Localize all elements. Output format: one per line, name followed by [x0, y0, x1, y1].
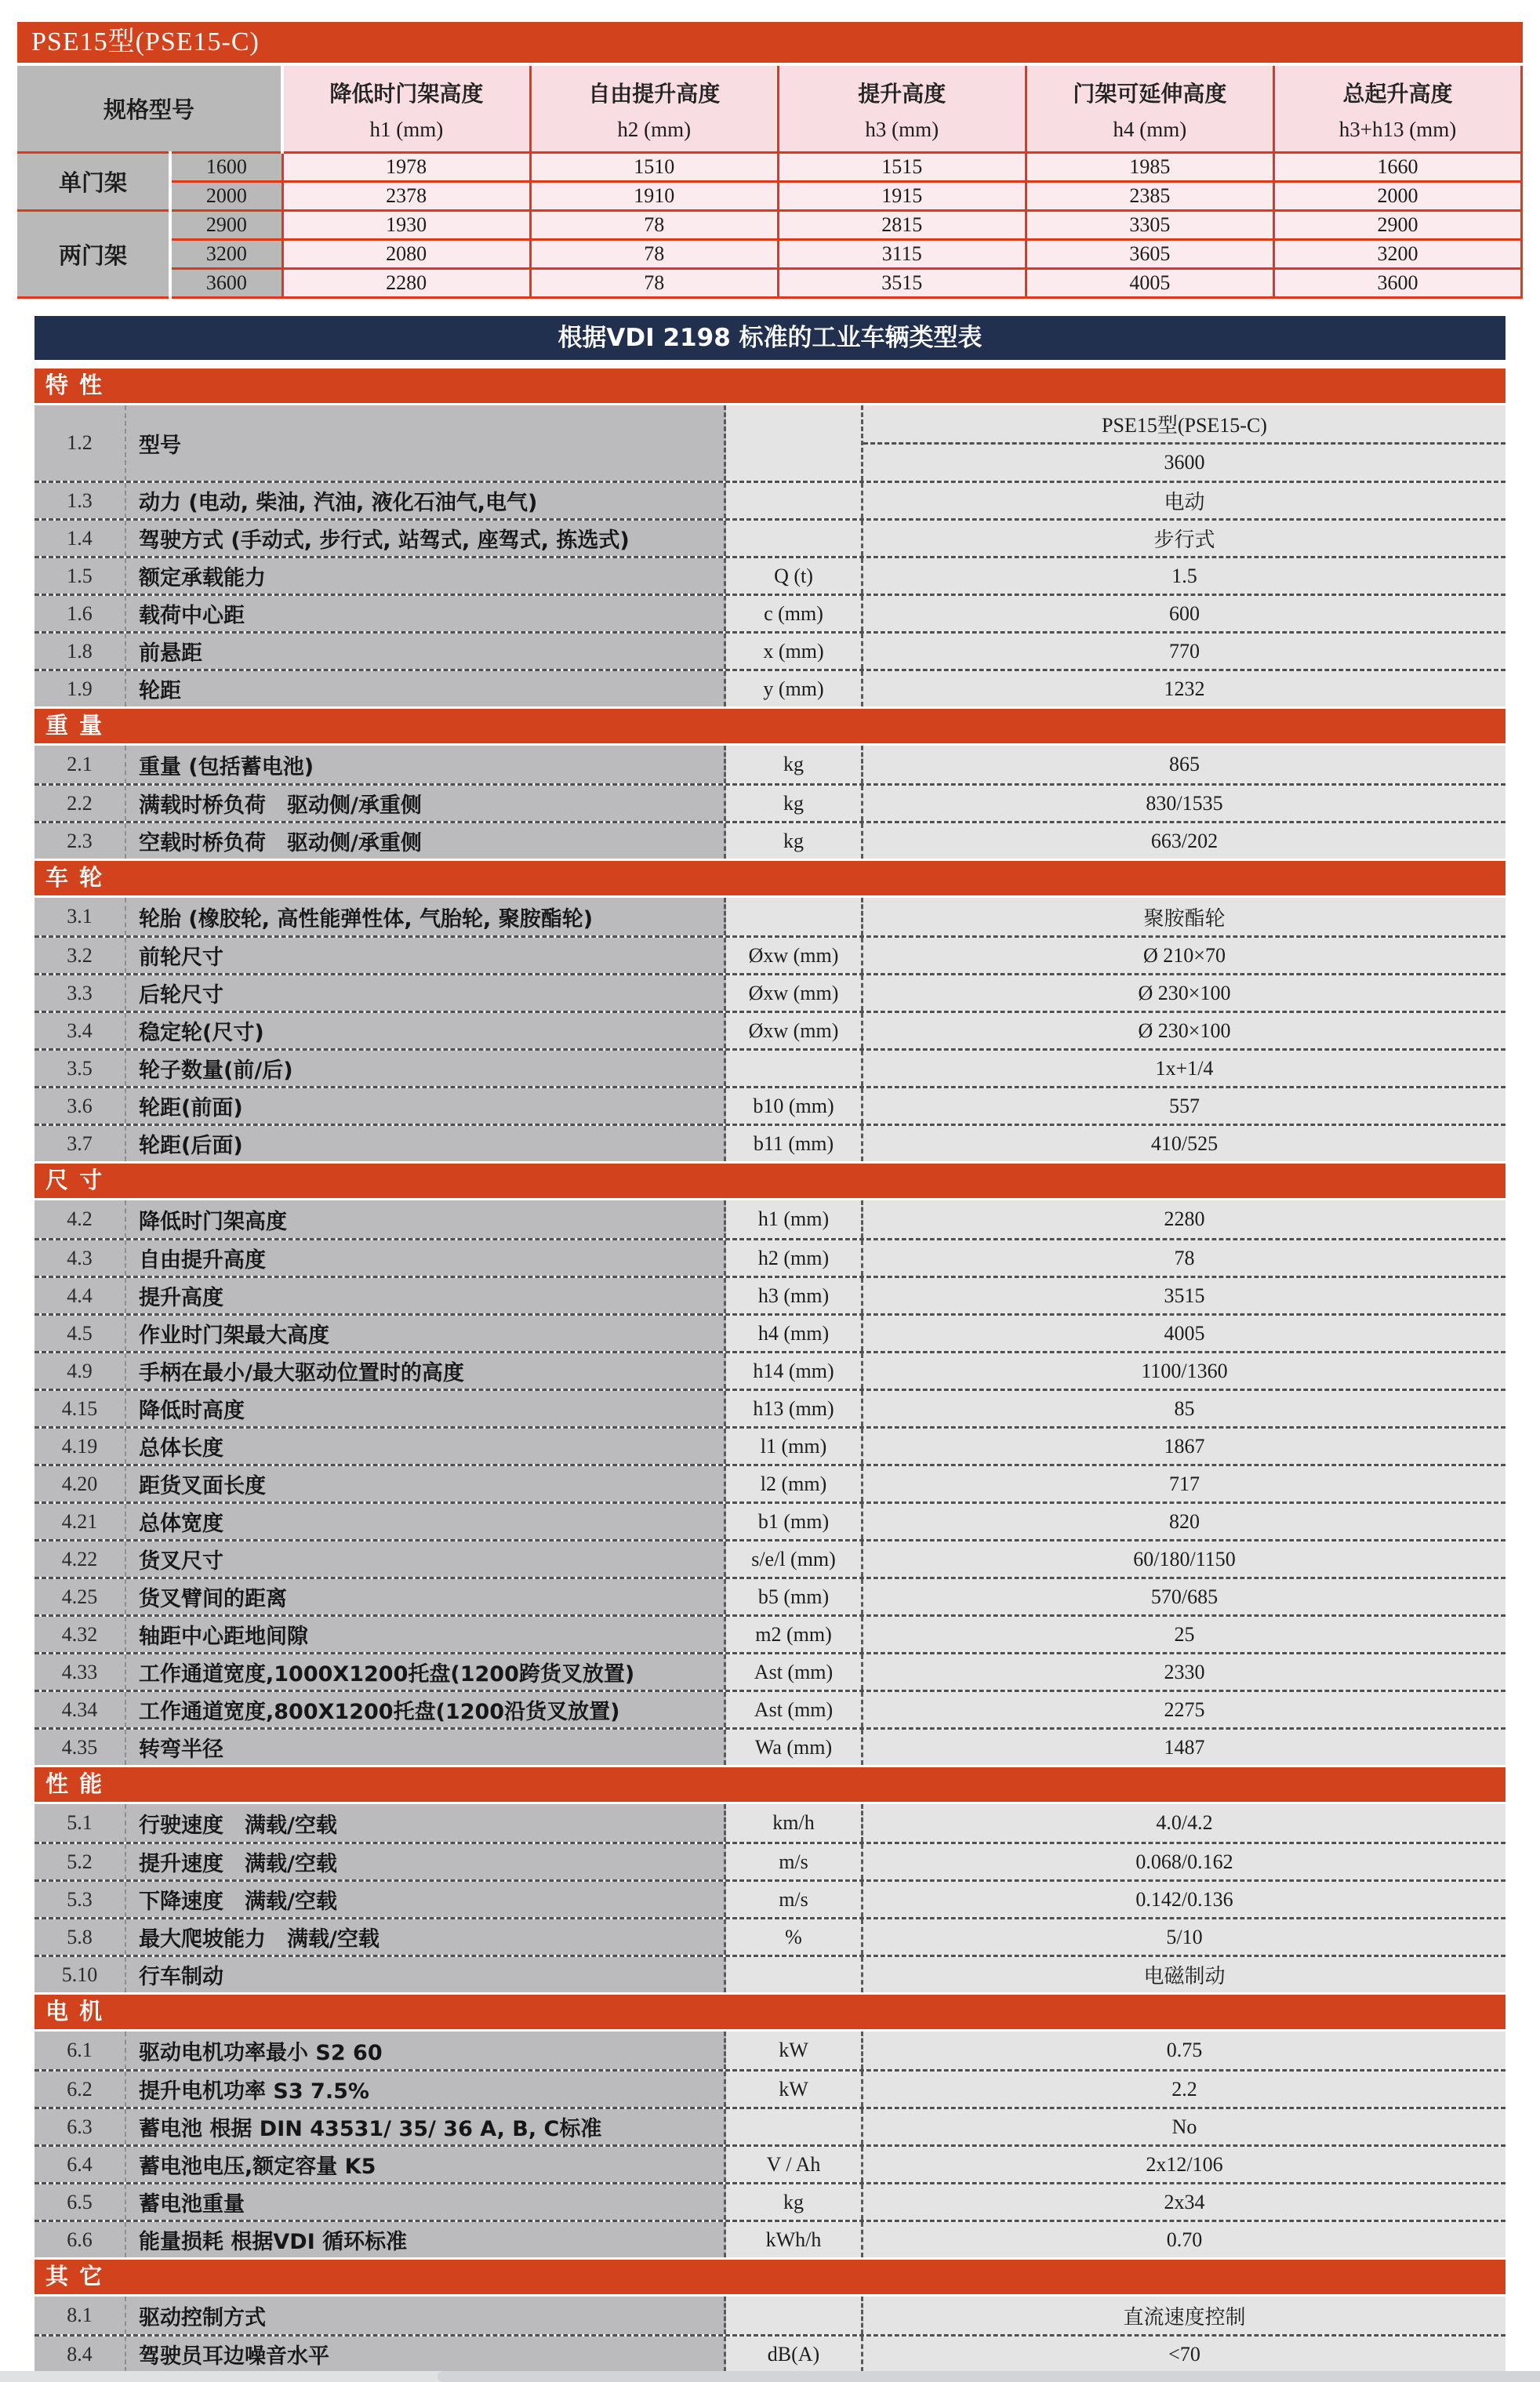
table-row	[35, 481, 1505, 518]
row-value: 770	[863, 634, 1505, 669]
row-unit: b10 (mm)	[726, 1088, 863, 1124]
row-unit	[726, 405, 863, 481]
row-value: 3515	[863, 1278, 1505, 1313]
row-label: 驾驶方式 (手动式, 步行式, 站驾式, 座驾式, 拣选式)	[126, 521, 726, 556]
table-row	[35, 1200, 1505, 1238]
spec-value-cell: 1660	[1273, 153, 1521, 182]
row-number: 4.32	[35, 1617, 126, 1652]
row-label: 降低时高度	[126, 1391, 726, 1426]
column-header-symbol: h4 (mm)	[1113, 118, 1187, 141]
row-value: 5/10	[863, 1919, 1505, 1955]
table-row	[35, 1842, 1505, 1879]
spec-value-cell: 1930	[282, 211, 530, 240]
spec-value-cell: 1910	[530, 182, 778, 211]
row-unit: Øxw (mm)	[726, 975, 863, 1011]
table-row	[17, 182, 1522, 211]
row-number: 6.5	[35, 2184, 126, 2220]
spec-value-cell: 78	[530, 211, 778, 240]
row-label: 型号	[126, 405, 726, 481]
spec-value-cell: 78	[530, 240, 778, 269]
row-label: 前轮尺寸	[126, 938, 726, 973]
footer-strip	[0, 2371, 1540, 2382]
column-header	[1273, 66, 1521, 153]
table-row	[35, 935, 1505, 973]
row-value: Ø 230×100	[863, 1013, 1505, 1048]
table-row	[35, 669, 1505, 706]
table-row	[35, 1426, 1505, 1464]
row-unit: Ast (mm)	[726, 1654, 863, 1690]
row-label: 后轮尺寸	[126, 975, 726, 1011]
row-unit: x (mm)	[726, 634, 863, 669]
row-label: 货叉尺寸	[126, 1541, 726, 1577]
row-label: 轴距中心距地间隙	[126, 1617, 726, 1652]
table-row	[35, 556, 1505, 594]
column-header-symbol: h3 (mm)	[865, 118, 939, 141]
row-number: 3.7	[35, 1126, 126, 1161]
row-number: 3.3	[35, 975, 126, 1011]
column-header-symbol: h3+h13 (mm)	[1338, 118, 1457, 141]
model-height-cell: 3200	[170, 240, 282, 269]
row-unit: kWh/h	[726, 2222, 863, 2257]
column-header	[1026, 66, 1273, 153]
row-number: 1.8	[35, 634, 126, 669]
row-number: 4.3	[35, 1240, 126, 1276]
row-label: 总体长度	[126, 1429, 726, 1464]
row-label: 工作通道宽度,800X1200托盘(1200沿货叉放置)	[126, 1692, 726, 1727]
table-row	[35, 1389, 1505, 1426]
row-value: 865	[863, 746, 1505, 783]
row-value: 1232	[863, 671, 1505, 706]
spec-value-cell: 1915	[778, 182, 1026, 211]
row-unit	[726, 2109, 863, 2144]
table-row	[35, 405, 1505, 481]
row-number: 3.4	[35, 1013, 126, 1048]
row-label: 转弯半径	[126, 1730, 726, 1765]
section-header: 其 它	[35, 2257, 1505, 2297]
table-row	[35, 1048, 1505, 1086]
table-row	[35, 518, 1505, 556]
row-label: 轮胎 (橡胶轮, 高性能弹性体, 气胎轮, 聚胺酯轮)	[126, 898, 726, 935]
row-unit: kW	[726, 2072, 863, 2107]
table-row	[35, 1955, 1505, 1992]
table-row	[35, 1464, 1505, 1501]
row-number: 4.20	[35, 1466, 126, 1501]
row-label: 轮子数量(前/后)	[126, 1051, 726, 1086]
row-number: 5.3	[35, 1882, 126, 1917]
table-row	[17, 240, 1522, 269]
row-label: 自由提升高度	[126, 1240, 726, 1276]
row-number: 4.2	[35, 1200, 126, 1238]
row-number: 1.6	[35, 596, 126, 631]
row-label: 载荷中心距	[126, 596, 726, 631]
row-number: 6.4	[35, 2147, 126, 2182]
row-number: 3.5	[35, 1051, 126, 1086]
row-number: 1.3	[35, 483, 126, 518]
row-number: 8.1	[35, 2297, 126, 2334]
spec-value-cell: 3200	[1273, 240, 1521, 269]
table-row	[35, 1276, 1505, 1313]
row-value: 570/685	[863, 1579, 1505, 1614]
row-number: 6.1	[35, 2032, 126, 2069]
section-header: 性 能	[35, 1765, 1505, 1804]
spec-model-header: 规格型号	[17, 66, 282, 153]
row-unit: %	[726, 1919, 863, 1955]
row-label: 总体宽度	[126, 1504, 726, 1539]
row-label: 稳定轮(尺寸)	[126, 1013, 726, 1048]
spec-value-cell: 2815	[778, 211, 1026, 240]
row-number: 5.10	[35, 1957, 126, 1992]
table-row	[35, 1086, 1505, 1124]
row-value	[863, 405, 1505, 481]
row-value: 1100/1360	[863, 1353, 1505, 1389]
row-number: 4.33	[35, 1654, 126, 1690]
row-unit: kg	[726, 2184, 863, 2220]
column-header-name: 总起升高度	[1342, 81, 1453, 107]
table-row	[35, 2032, 1505, 2069]
table-row	[35, 2297, 1505, 2334]
spec-value-cell: 2080	[282, 240, 530, 269]
row-label: 驱动控制方式	[126, 2297, 726, 2334]
row-number: 3.2	[35, 938, 126, 973]
spec-value-cell: 1978	[282, 153, 530, 182]
row-unit: h1 (mm)	[726, 1200, 863, 1238]
row-value: 1487	[863, 1730, 1505, 1765]
row-number: 6.3	[35, 2109, 126, 2144]
table-row	[35, 1501, 1505, 1539]
row-unit	[726, 521, 863, 556]
row-unit: kg	[726, 786, 863, 821]
row-value: 820	[863, 1504, 1505, 1539]
row-label: 提升电机功率 S3 7.5%	[126, 2072, 726, 2107]
row-label: 货叉臂间的距离	[126, 1579, 726, 1614]
column-header-name: 门架可延伸高度	[1073, 81, 1227, 107]
row-value: 1867	[863, 1429, 1505, 1464]
row-value: No	[863, 2109, 1505, 2144]
row-value: 0.142/0.136	[863, 1882, 1505, 1917]
row-value: 4005	[863, 1316, 1505, 1351]
table-row	[35, 1577, 1505, 1614]
row-label: 距货叉面长度	[126, 1466, 726, 1501]
row-number: 5.1	[35, 1804, 126, 1842]
column-header	[282, 66, 530, 153]
table-row	[17, 211, 1522, 240]
row-value: 60/180/1150	[863, 1541, 1505, 1577]
row-unit: l1 (mm)	[726, 1429, 863, 1464]
row-unit: b5 (mm)	[726, 1579, 863, 1614]
row-unit	[726, 898, 863, 935]
row-unit: kg	[726, 746, 863, 783]
row-unit: Wa (mm)	[726, 1730, 863, 1765]
row-number: 4.34	[35, 1692, 126, 1727]
row-value: 1x+1/4	[863, 1051, 1505, 1086]
row-number: 1.9	[35, 671, 126, 706]
model-height-cell: 2900	[170, 211, 282, 240]
row-label: 手柄在最小/最大驱动位置时的高度	[126, 1353, 726, 1389]
row-number: 4.22	[35, 1541, 126, 1577]
row-label: 行车制动	[126, 1957, 726, 1992]
row-value: 聚胺酯轮	[863, 898, 1505, 935]
row-number: 2.1	[35, 746, 126, 783]
column-header-symbol: h1 (mm)	[369, 118, 444, 141]
spec-value-cell: 4005	[1026, 269, 1273, 298]
spec-value-cell: 3305	[1026, 211, 1273, 240]
row-value: 717	[863, 1466, 1505, 1501]
row-value: Ø 230×100	[863, 975, 1505, 1011]
row-unit: h14 (mm)	[726, 1353, 863, 1389]
row-unit: h13 (mm)	[726, 1391, 863, 1426]
row-label: 最大爬坡能力 满载/空载	[126, 1919, 726, 1955]
row-label: 蓄电池重量	[126, 2184, 726, 2220]
table-row	[35, 1124, 1505, 1161]
row-value: 2x34	[863, 2184, 1505, 2220]
row-value-line1: PSE15型(PSE15-C)	[863, 405, 1505, 445]
mast-group-label: 两门架	[17, 211, 170, 298]
row-value: 电磁制动	[863, 1957, 1505, 1992]
row-unit	[726, 1957, 863, 1992]
row-label: 降低时门架高度	[126, 1200, 726, 1238]
table-row	[35, 2107, 1505, 2144]
row-number: 6.2	[35, 2072, 126, 2107]
row-label: 驱动电机功率最小 S2 60	[126, 2032, 726, 2069]
section-header: 电 机	[35, 1992, 1505, 2032]
table-row	[35, 973, 1505, 1011]
row-label: 蓄电池电压,额定容量 K5	[126, 2147, 726, 2182]
row-unit: l2 (mm)	[726, 1466, 863, 1501]
column-header-name: 自由提升高度	[588, 81, 721, 107]
row-value: 直流速度控制	[863, 2297, 1505, 2334]
spec-header-row	[17, 66, 1522, 153]
row-value: 电动	[863, 483, 1505, 518]
row-unit: m2 (mm)	[726, 1617, 863, 1652]
model-height-cell: 1600	[170, 153, 282, 182]
row-number: 4.19	[35, 1429, 126, 1464]
row-number: 1.2	[35, 405, 126, 481]
row-unit	[726, 2297, 863, 2334]
mast-group-label: 单门架	[17, 153, 170, 211]
row-number: 5.8	[35, 1919, 126, 1955]
row-label: 轮距(前面)	[126, 1088, 726, 1124]
table-row	[35, 1313, 1505, 1351]
table-row	[35, 631, 1505, 669]
row-label: 轮距(后面)	[126, 1126, 726, 1161]
column-header	[778, 66, 1026, 153]
spec-value-cell: 1515	[778, 153, 1026, 182]
spec-value-cell: 3600	[1273, 269, 1521, 298]
section-header: 尺 寸	[35, 1161, 1505, 1200]
section-header: 特 性	[35, 366, 1505, 405]
column-header-name: 降低时门架高度	[329, 81, 484, 107]
row-value: 2280	[863, 1200, 1505, 1238]
row-unit: Q (t)	[726, 558, 863, 594]
table-row	[35, 1879, 1505, 1917]
model-height-cell: 2000	[170, 182, 282, 211]
row-value: 600	[863, 596, 1505, 631]
column-header-symbol: h2 (mm)	[617, 118, 692, 141]
row-unit: km/h	[726, 1804, 863, 1842]
table-row	[35, 783, 1505, 821]
table-row	[35, 1690, 1505, 1727]
model-height-cell: 3600	[170, 269, 282, 298]
row-label: 额定承载能力	[126, 558, 726, 594]
row-value: 663/202	[863, 823, 1505, 859]
row-unit: Ast (mm)	[726, 1692, 863, 1727]
table-row	[35, 1804, 1505, 1842]
row-label: 能量损耗 根据VDI 循环标准	[126, 2222, 726, 2257]
row-unit: kg	[726, 823, 863, 859]
column-header	[530, 66, 778, 153]
spec-value-cell: 2378	[282, 182, 530, 211]
row-number: 3.6	[35, 1088, 126, 1124]
row-value: 0.70	[863, 2222, 1505, 2257]
row-value: 步行式	[863, 521, 1505, 556]
row-value: <70	[863, 2337, 1505, 2372]
row-number: 1.5	[35, 558, 126, 594]
row-value: 0.75	[863, 2032, 1505, 2069]
table-row	[35, 2069, 1505, 2107]
table-row	[35, 1539, 1505, 1577]
row-unit: dB(A)	[726, 2337, 863, 2372]
row-label: 下降速度 满载/空载	[126, 1882, 726, 1917]
spec-value-cell: 1510	[530, 153, 778, 182]
mast-spec-table	[17, 66, 1523, 299]
row-number: 4.4	[35, 1278, 126, 1313]
table-row	[17, 153, 1522, 182]
row-number: 4.9	[35, 1353, 126, 1389]
row-value: 2.2	[863, 2072, 1505, 2107]
row-value: 25	[863, 1617, 1505, 1652]
spec-value-cell: 2385	[1026, 182, 1273, 211]
spec-value-cell: 3605	[1026, 240, 1273, 269]
row-value: 830/1535	[863, 786, 1505, 821]
row-unit: kW	[726, 2032, 863, 2069]
table-row	[35, 1727, 1505, 1765]
row-value: 0.068/0.162	[863, 1844, 1505, 1879]
row-value: 410/525	[863, 1126, 1505, 1161]
row-label: 提升高度	[126, 1278, 726, 1313]
table-row	[35, 2182, 1505, 2220]
row-label: 作业时门架最大高度	[126, 1316, 726, 1351]
footer-strip-right	[438, 2371, 1540, 2382]
row-unit: h4 (mm)	[726, 1316, 863, 1351]
row-unit: h3 (mm)	[726, 1278, 863, 1313]
row-label: 工作通道宽度,1000X1200托盘(1200跨货叉放置)	[126, 1654, 726, 1690]
row-label: 前悬距	[126, 634, 726, 669]
row-number: 5.2	[35, 1844, 126, 1879]
row-number: 4.35	[35, 1730, 126, 1765]
row-number: 1.4	[35, 521, 126, 556]
row-number: 4.25	[35, 1579, 126, 1614]
table-row	[35, 2144, 1505, 2182]
table-row	[35, 746, 1505, 783]
row-unit: s/e/l (mm)	[726, 1541, 863, 1577]
spec-value-cell: 1985	[1026, 153, 1273, 182]
vdi-spec-table	[35, 366, 1505, 2372]
row-unit: m/s	[726, 1844, 863, 1879]
row-label: 提升速度 满载/空载	[126, 1844, 726, 1879]
row-unit: Øxw (mm)	[726, 938, 863, 973]
row-label: 轮距	[126, 671, 726, 706]
row-number: 4.15	[35, 1391, 126, 1426]
row-value-line2: 3600	[1164, 450, 1205, 474]
table-row	[35, 1011, 1505, 1048]
row-label: 蓄电池 根据 DIN 43531/ 35/ 36 A, B, C标准	[126, 2109, 726, 2144]
row-value: 1.5	[863, 558, 1505, 594]
table-row	[35, 594, 1505, 631]
row-unit: h2 (mm)	[726, 1240, 863, 1276]
row-label: 动力 (电动, 柴油, 汽油, 液化石油气,电气)	[126, 483, 726, 518]
column-header-name: 提升高度	[858, 81, 946, 107]
row-label: 驾驶员耳边噪音水平	[126, 2337, 726, 2372]
row-label: 重量 (包括蓄电池)	[126, 746, 726, 783]
row-unit: Øxw (mm)	[726, 1013, 863, 1048]
row-unit: y (mm)	[726, 671, 863, 706]
row-value: 2x12/106	[863, 2147, 1505, 2182]
table-row	[17, 269, 1522, 298]
row-label: 行驶速度 满载/空载	[126, 1804, 726, 1842]
row-number: 8.4	[35, 2337, 126, 2372]
table-row	[35, 1917, 1505, 1955]
row-value: 557	[863, 1088, 1505, 1124]
table-row	[35, 1238, 1505, 1276]
row-number: 3.1	[35, 898, 126, 935]
spec-value-cell: 2280	[282, 269, 530, 298]
table-row	[35, 1652, 1505, 1690]
row-unit: V / Ah	[726, 2147, 863, 2182]
row-value: 85	[863, 1391, 1505, 1426]
vdi-table-title: 根据VDI 2198 标准的工业车辆类型表	[35, 316, 1505, 360]
table-row	[35, 1614, 1505, 1652]
spec-value-cell: 2000	[1273, 182, 1521, 211]
row-number: 2.2	[35, 786, 126, 821]
table-row	[35, 2334, 1505, 2372]
spec-value-cell: 3515	[778, 269, 1026, 298]
table-row	[35, 2220, 1505, 2257]
row-unit	[726, 483, 863, 518]
spec-value-cell: 78	[530, 269, 778, 298]
spec-value-cell: 3115	[778, 240, 1026, 269]
table-row	[35, 821, 1505, 859]
row-number: 4.5	[35, 1316, 126, 1351]
row-value: Ø 210×70	[863, 938, 1505, 973]
row-number: 2.3	[35, 823, 126, 859]
section-header: 车 轮	[35, 859, 1505, 898]
row-value: 2275	[863, 1692, 1505, 1727]
row-unit: b11 (mm)	[726, 1126, 863, 1161]
model-title-bar: PSE15型(PSE15-C)	[17, 22, 1523, 63]
table-row	[35, 1351, 1505, 1389]
row-value: 4.0/4.2	[863, 1804, 1505, 1842]
row-label: 空载时桥负荷 驱动侧/承重侧	[126, 823, 726, 859]
section-header: 重 量	[35, 706, 1505, 746]
row-unit: c (mm)	[726, 596, 863, 631]
row-number: 4.21	[35, 1504, 126, 1539]
row-unit	[726, 1051, 863, 1086]
row-unit: m/s	[726, 1882, 863, 1917]
row-value: 78	[863, 1240, 1505, 1276]
spec-value-cell: 2900	[1273, 211, 1521, 240]
table-row	[35, 898, 1505, 935]
row-label: 满载时桥负荷 驱动侧/承重侧	[126, 786, 726, 821]
row-number: 6.6	[35, 2222, 126, 2257]
row-value: 2330	[863, 1654, 1505, 1690]
row-unit: b1 (mm)	[726, 1504, 863, 1539]
